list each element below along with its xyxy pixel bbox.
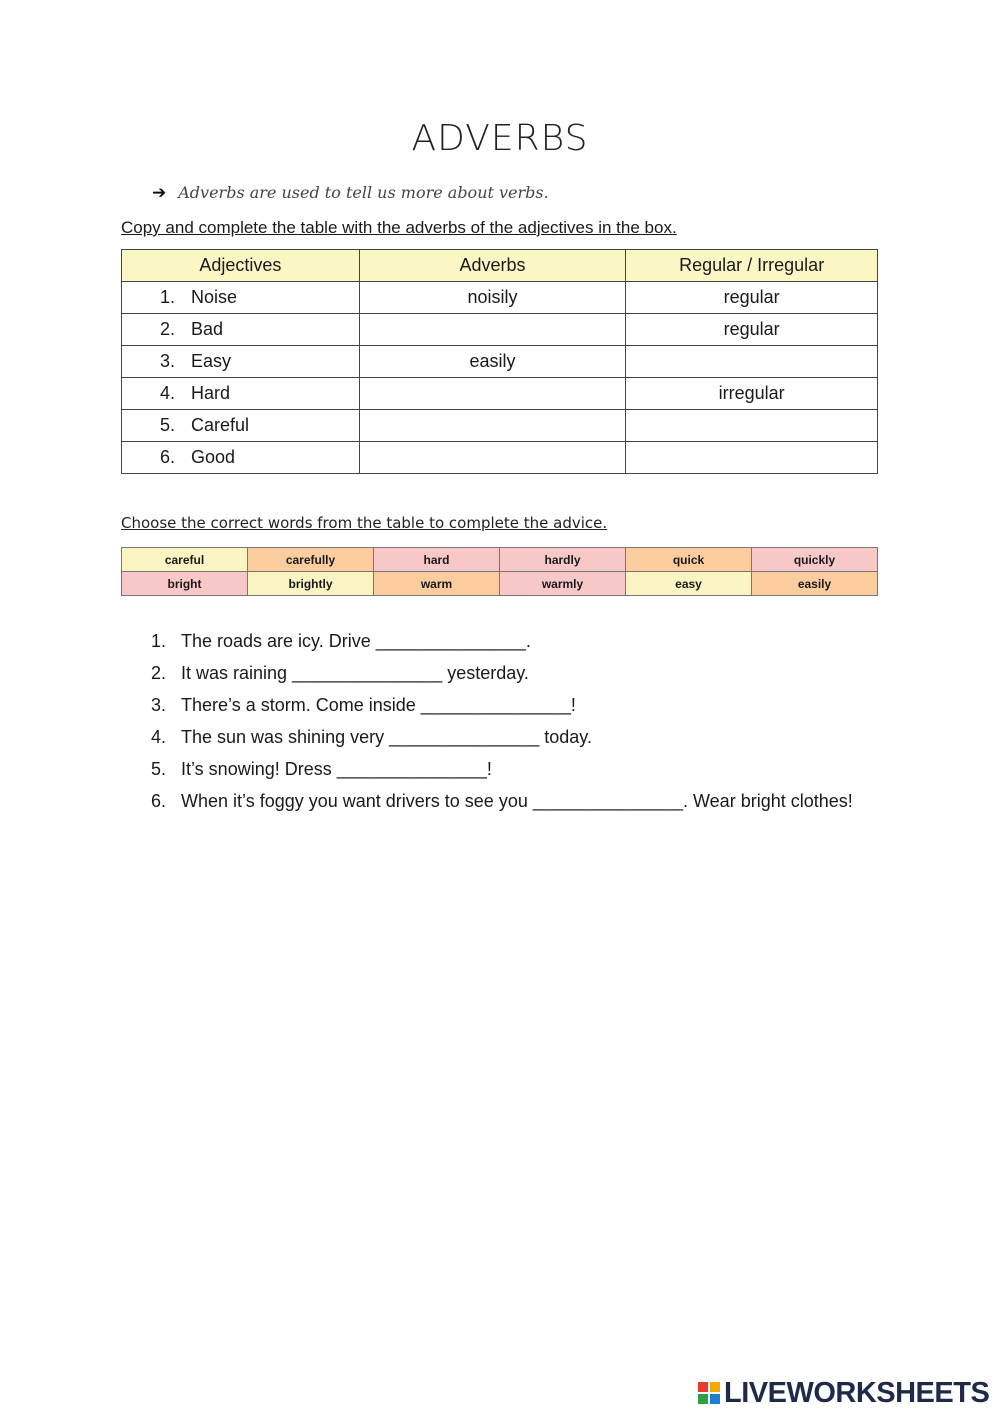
instruction-table: Copy and complete the table with the adverbs of the adjectives in the box. [121, 218, 677, 237]
word-chip: carefully [248, 548, 374, 572]
regularity-cell: irregular [626, 378, 878, 410]
word-chip: quick [626, 548, 752, 572]
table-row [122, 282, 878, 314]
word-box [121, 547, 878, 596]
table-row [122, 314, 878, 346]
table-row [122, 442, 878, 474]
liveworksheets-logo [698, 1376, 989, 1410]
word-chip: easy [626, 572, 752, 596]
sentence-item[interactable]: 4. The sun was shining very _______________ today. [151, 727, 592, 747]
word-chip: brightly [248, 572, 374, 596]
word-row [122, 548, 878, 572]
adverb-answer-field[interactable] [359, 442, 626, 474]
intro-note [152, 183, 549, 203]
instruction-advice: Choose the correct words from the table to complete the advice. [121, 514, 608, 532]
table-row [122, 410, 878, 442]
regularity-cell: regular [626, 314, 878, 346]
adverb-cell: easily [359, 346, 626, 378]
header-adverbs: Adverbs [359, 250, 626, 282]
word-chip: warm [374, 572, 500, 596]
table-header-row [122, 250, 878, 282]
adjective-cell: 6. Good [122, 442, 360, 474]
word-chip: warmly [500, 572, 626, 596]
table-row [122, 378, 878, 410]
adjective-cell: 1. Noise [122, 282, 360, 314]
sentence-item[interactable]: 3. There’s a storm. Come inside _______________! [151, 695, 576, 715]
adjective-cell: 4. Hard [122, 378, 360, 410]
word-chip: careful [122, 548, 248, 572]
regularity-answer-field[interactable] [626, 346, 878, 378]
word-chip: bright [122, 572, 248, 596]
sentence-item[interactable]: 1. The roads are icy. Drive _______________. [151, 631, 531, 651]
adjective-cell: 5. Careful [122, 410, 360, 442]
adverb-answer-field[interactable] [359, 410, 626, 442]
sentence-item[interactable]: 2. It was raining _______________ yesterday. [151, 663, 529, 683]
regularity-answer-field[interactable] [626, 410, 878, 442]
table-row [122, 346, 878, 378]
header-regularity: Regular / Irregular [626, 250, 878, 282]
logo-text: LIVEWORKSHEETS [724, 1376, 990, 1409]
advice-sentences [151, 628, 853, 820]
adjective-cell: 3. Easy [122, 346, 360, 378]
logo-icon [698, 1382, 720, 1404]
adverb-answer-field[interactable] [359, 378, 626, 410]
page-title: ADVERBS [411, 118, 589, 159]
intro-text: Adverbs are used to tell us more about verbs. [178, 183, 549, 202]
sentence-item[interactable]: 5. It’s snowing! Dress _______________! [151, 759, 492, 779]
regularity-cell: regular [626, 282, 878, 314]
sentence-item[interactable]: 6. When it’s foggy you want drivers to see you _______________. Wear bright clothes! [151, 791, 853, 811]
word-chip: easily [752, 572, 878, 596]
adjective-cell: 2. Bad [122, 314, 360, 346]
regularity-answer-field[interactable] [626, 442, 878, 474]
word-chip: quickly [752, 548, 878, 572]
adverbs-table [121, 249, 878, 474]
arrow-right-icon: ➔ [152, 183, 167, 203]
adverb-cell: noisily [359, 282, 626, 314]
word-chip: hardly [500, 548, 626, 572]
header-adjectives: Adjectives [122, 250, 360, 282]
word-chip: hard [374, 548, 500, 572]
word-row [122, 572, 878, 596]
adverb-answer-field[interactable] [359, 314, 626, 346]
